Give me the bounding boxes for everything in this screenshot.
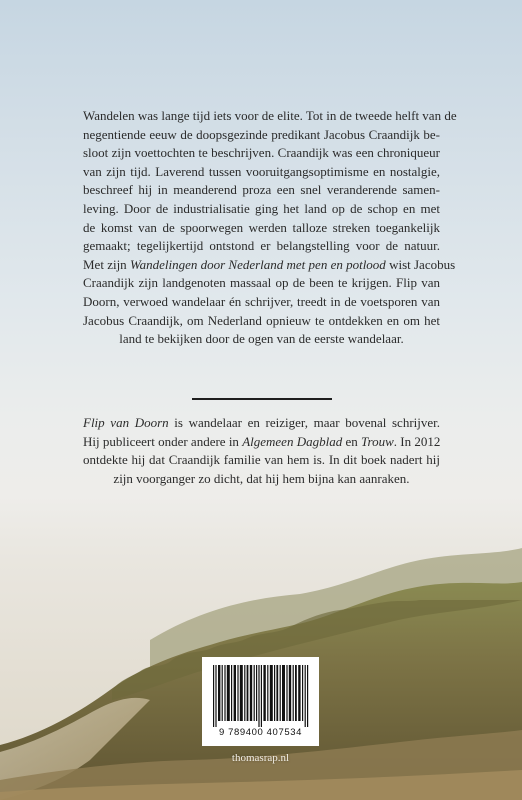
description-line (83, 256, 456, 275)
author-name: Flip van Doorn (83, 415, 169, 430)
bio-text: is wandelaar en reiziger, maar bovenal schrijver. (168, 415, 440, 430)
bio-line (83, 433, 440, 452)
description-line: Craandijk zijn landgenoten massaal op de been te krijgen. Flip van (83, 275, 440, 291)
author-bio (83, 414, 440, 488)
bio-text: Hij publiceert onder andere in (83, 433, 243, 449)
bio-line (83, 414, 440, 433)
book-title-reference: Wandelingen door Nederland met pen en potlood (129, 256, 386, 272)
description-line: de komst van de spoorwegen werden talloze streken toegankelijk (83, 219, 440, 235)
description-line: sloot zijn voettochten te beschrijven. Craandijk was een chroniqueur (83, 145, 440, 161)
barcode-icon (211, 665, 310, 727)
description-line: Wandelen was lange tijd iets voor de elite. Tot in de tweede helft van de (83, 108, 457, 123)
description-line: Doorn, verwoed wandelaar én schrijver, treedt in de voetsporen van (83, 293, 440, 309)
bio-text: en (342, 433, 361, 449)
divider-rule (192, 398, 332, 400)
publisher-website: thomasrap.nl (231, 752, 290, 764)
newspaper-name: Trouw (360, 433, 394, 449)
description-line: negentiende eeuw de doopsgezinde predikant Jacobus Craandijk be- (83, 126, 440, 142)
book-description (83, 107, 457, 349)
newspaper-name: Algemeen Dagblad (242, 433, 343, 449)
bio-text: . In 2012 (393, 433, 441, 449)
description-text: wist Jacobus (385, 256, 456, 272)
description-line: leving. Door de industrialisatie ging het land op de schop en met (83, 200, 440, 216)
description-text: Met zijn (83, 256, 130, 272)
isbn-number: 9 789400 407534 (219, 727, 302, 738)
description-line: beschreef hij in meanderend proza een snel veranderende samen- (83, 182, 440, 198)
bio-line: zijn voorganger zo dicht, dat hij hem bijna kan aanraken. (113, 470, 410, 486)
description-line: gemaakt; tegelijkertijd ontstond er belangstelling voor de natuur. (83, 238, 440, 254)
barcode-label (202, 657, 319, 746)
description-line: van zijn tijd. Laverend tussen vooruitgangsoptimisme en nostalgie, (83, 163, 440, 179)
bio-line: ontdekte hij dat Craandijk familie van hem is. In dit boek nadert hij (83, 452, 440, 468)
description-line: Jacobus Craandijk, om Nederland opnieuw te ontdekken en om het (83, 312, 440, 328)
description-line: land te bekijken door de ogen van de eerste wandelaar. (119, 331, 404, 347)
